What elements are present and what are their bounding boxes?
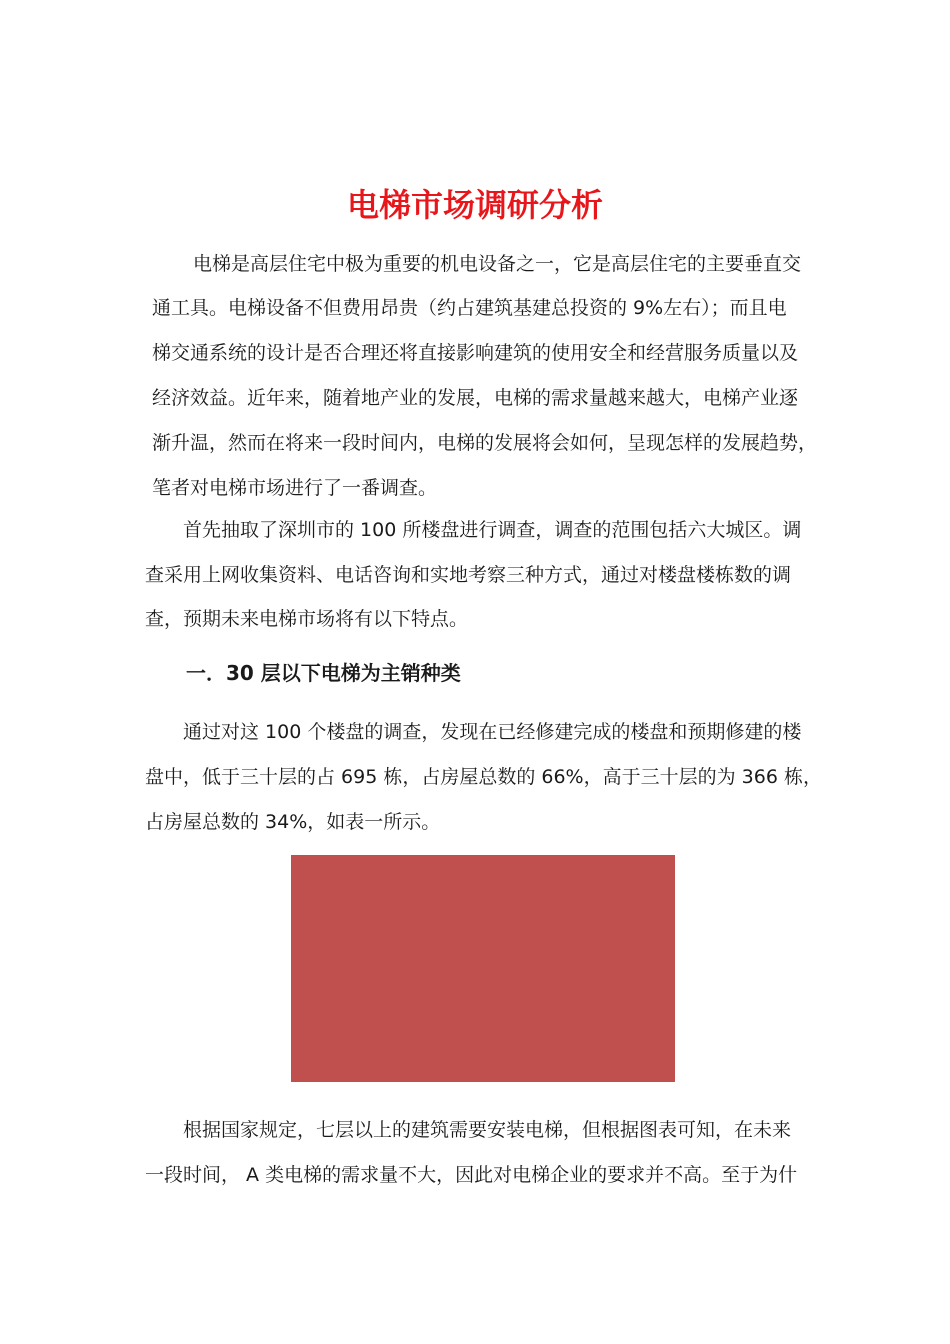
paragraph-line: 盘中，低于三十层的占 695 栋，占房屋总数的 66%，高于三十层的为 366 栋，: [145, 766, 822, 788]
chart-figure: [291, 855, 675, 1082]
paragraph-line: 渐升温，然而在将来一段时间内，电梯的发展将会如何，呈现怎样的发展趋势，: [152, 432, 818, 454]
paragraph-line: 查，预期未来电梯市场将有以下特点。: [145, 608, 469, 630]
paragraph-line: 根据国家规定，七层以上的建筑需要安装电梯，但根据图表可知，在未来: [183, 1119, 792, 1141]
paragraph-line: 首先抽取了深圳市的 100 所楼盘进行调查，调查的范围包括六大城区。调: [183, 519, 802, 541]
paragraph-line: 通工具。电梯设备不但费用昂贵（约占建筑基建总投资的 9%左右）；而且电: [152, 297, 787, 319]
paragraph-line: 笔者对电梯市场进行了一番调查。: [152, 477, 438, 499]
paragraph-line: 查采用上网收集资料、电话咨询和实地考察三种方式，通过对楼盘楼栋数的调: [145, 564, 792, 586]
paragraph-line: 电梯是高层住宅中极为重要的机电设备之一，它是高层住宅的主要垂直交: [193, 253, 802, 275]
paragraph-line: 梯交通系统的设计是否合理还将直接影响建筑的使用安全和经营服务质量以及: [152, 342, 799, 364]
document-title: 电梯市场调研分析: [346, 186, 603, 224]
paragraph-line: 占房屋总数的 34%，如表一所示。: [145, 811, 441, 833]
paragraph-line: 通过对这 100 个楼盘的调查，发现在已经修建完成的楼盘和预期修建的楼: [183, 721, 802, 743]
paragraph-line: 一段时间， A 类电梯的需求量不大，因此对电梯企业的要求并不高。至于为什: [145, 1164, 798, 1186]
section-heading: 一．30 层以下电梯为主销种类: [186, 661, 461, 685]
paragraph-line: 经济效益。近年来，随着地产业的发展，电梯的需求量越来越大，电梯产业逐: [152, 387, 799, 409]
